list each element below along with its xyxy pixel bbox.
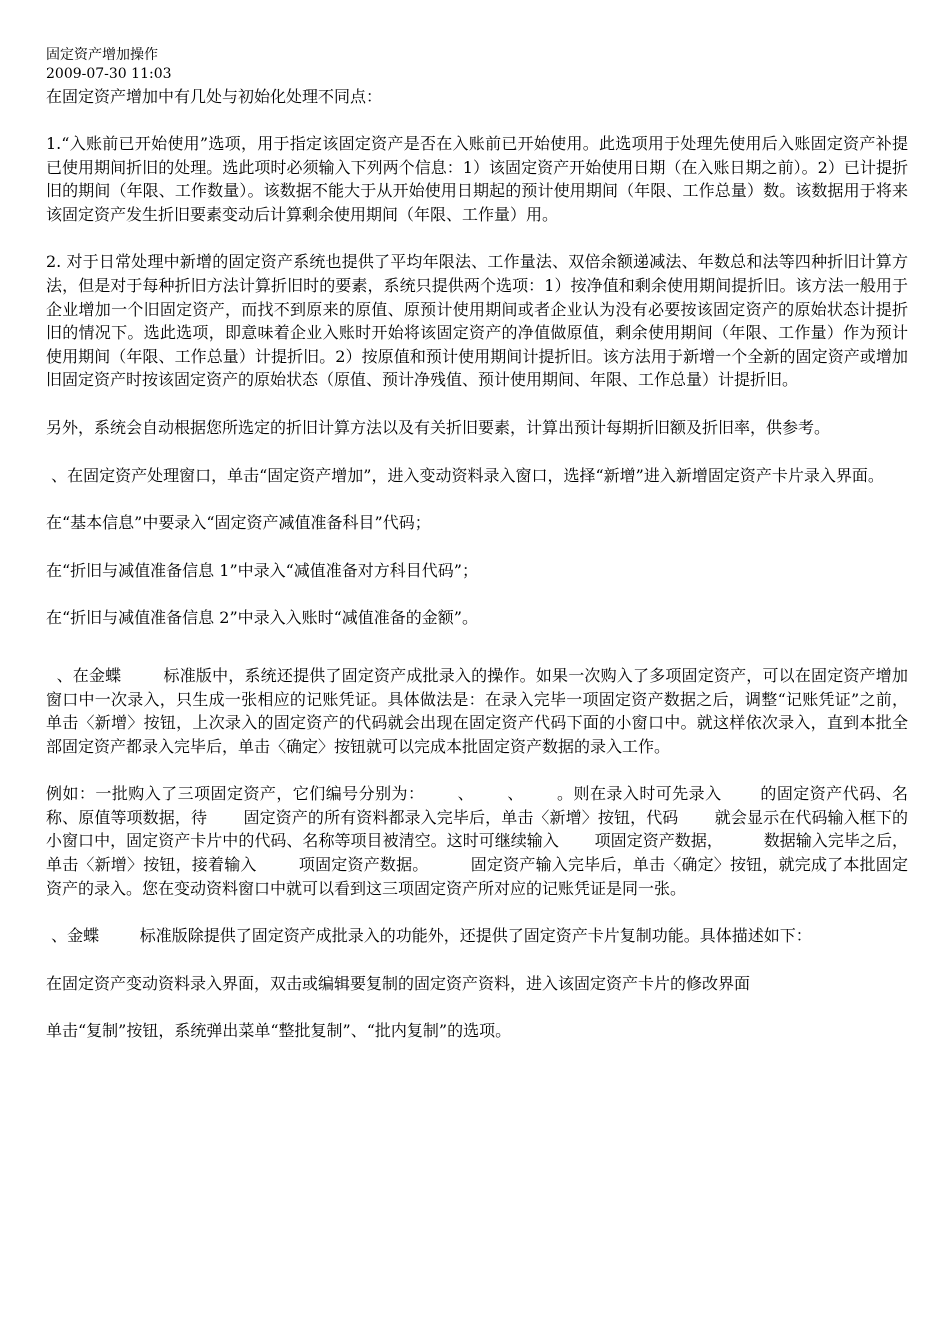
paragraph-batch-entry: 、在金蝶 标准版中，系统还提供了固定资产成批录入的操作。如果一次购入了多项固定资产，可以在固定资产增加窗口中一次录入，只生成一张相应的记账凭证。具体做法是：在录入完毕一项固定资产数据之后，调整“记账凭证”之前，单击〈新增〉按钮，上次录入的固定资产的代码就会出现在固定资产代码下面的小窗口中。就这样依次录入，直到本批全部固定资产都录入完毕后，单击〈确定〉按钮就可以完成本批固定资产数据的录入工作。: [46, 665, 908, 756]
paragraph-option-2: 2. 对于日常处理中新增的固定资产系统也提供了平均年限法、工作量法、双倍余额递减法、年数总和法等四种折旧计算方法，但是对于每种折旧方法计算折旧时的要素，系统只提供两个选项：1）按净值和剩余使用期间提折旧。该方法一般用于企业增加一个旧固定资产，而找不到原来的原值、原预计使用期间或者企业认为没有必要按该固定资产的原始状态计提折旧的情况下。选此选项，即意味着企业入账时开始将该固定资产的净值做原值，剩余使用期间（年限、工作量）作为预计使用期间（年限、工作总量）计提折旧。2）按原值和预计使用期间计提折旧。该方法用于新增一个全新的固定资产或增加旧固定资产时按该固定资产的原始状态（原值、预计净残值、预计使用期间、年限、工作总量）计提折旧。: [46, 252, 908, 390]
spacer: [46, 995, 908, 1019]
spacer: [46, 582, 908, 606]
spacer: [46, 108, 908, 132]
paragraph-note: 另外，系统会自动根据您所选定的折旧计算方法以及有关折旧要素，计算出预计每期折旧额及折旧率，供参考。: [46, 417, 831, 437]
paragraph-example: 例如：一批购入了三项固定资产，它们编号分别为： 、 、 。则在录入时可先录入 的固定资产代码、名称、原值等项数据，待 固定资产的所有资料都录入完毕后，单击〈新增〉按钮，代码 就会显示在代码输入框下的小窗口中，固定资产卡片中的代码、名称等项目被清空。这时可继续输入 项固定资产数据， 数据输入完毕之后，单击〈新增〉按钮，接着输入 项固定资产数据。 固定资产输入完毕后，单击〈确定〉按钮，就完成了本批固定资产的录入。您在变动资料窗口中就可以看到这三项固定资产所对应的记账凭证是同一张。: [46, 784, 908, 898]
paragraph-step: 、在固定资产处理窗口，单击“固定资产增加”，进入变动资料录入窗口，选择“新增”进入新增固定资产卡片录入界面。: [46, 465, 884, 485]
paragraph-depreciation-1: 在“折旧与减值准备信息 1”中录入“减值准备对方科目代码”；: [46, 560, 478, 580]
spacer: [46, 487, 908, 511]
intro-line: 在固定资产增加中有几处与初始化处理不同点：: [46, 87, 383, 106]
spacer: [46, 900, 908, 924]
document-title: 固定资产增加操作: [46, 47, 158, 63]
paragraph-depreciation-2: 在“折旧与减值准备信息 2”中录入入账时“减值准备的金额”。: [46, 608, 478, 628]
paragraph-basic-info: 在“基本信息”中要录入“固定资产减值准备科目”代码；: [46, 513, 431, 533]
spacer: [46, 440, 908, 464]
spacer: [46, 630, 908, 664]
spacer: [46, 758, 908, 782]
document-datetime: 2009-07-30 11:03: [46, 66, 172, 82]
paragraph-edit-screen: 在固定资产变动资料录入界面，双击或编辑要复制的固定资产资料，进入该固定资产卡片的修改界面: [46, 973, 751, 993]
paragraph-card-copy: 、金蝶 标准版除提供了固定资产成批录入的功能外，还提供了固定资产卡片复制功能。具体描述如下：: [46, 926, 812, 946]
spacer: [46, 948, 908, 972]
document-page: [46, 46, 908, 1043]
paragraph-copy-button: 单击“复制”按钮，系统弹出菜单“整批复制”、“批内复制”的选项。: [46, 1021, 512, 1041]
spacer: [46, 535, 908, 559]
paragraph-option-1: 1.“入账前已开始使用”选项，用于指定该固定资产是否在入账前已开始使用。此选项用于处理先使用后入账固定资产补提已使用期间折旧的处理。选此项时必须输入下列两个信息：1）该固定资产开始使用日期（在入账日期之前）。2）已计提折旧的期间（年限、工作数量）。该数据不能大于从开始使用日期起的预计使用期间（年限、工作总量）数。该数据用于将来该固定资产发生折旧要素变动后计算剩余使用期间（年限、工作量）用。: [46, 134, 908, 224]
spacer: [46, 226, 908, 250]
spacer: [46, 392, 908, 416]
